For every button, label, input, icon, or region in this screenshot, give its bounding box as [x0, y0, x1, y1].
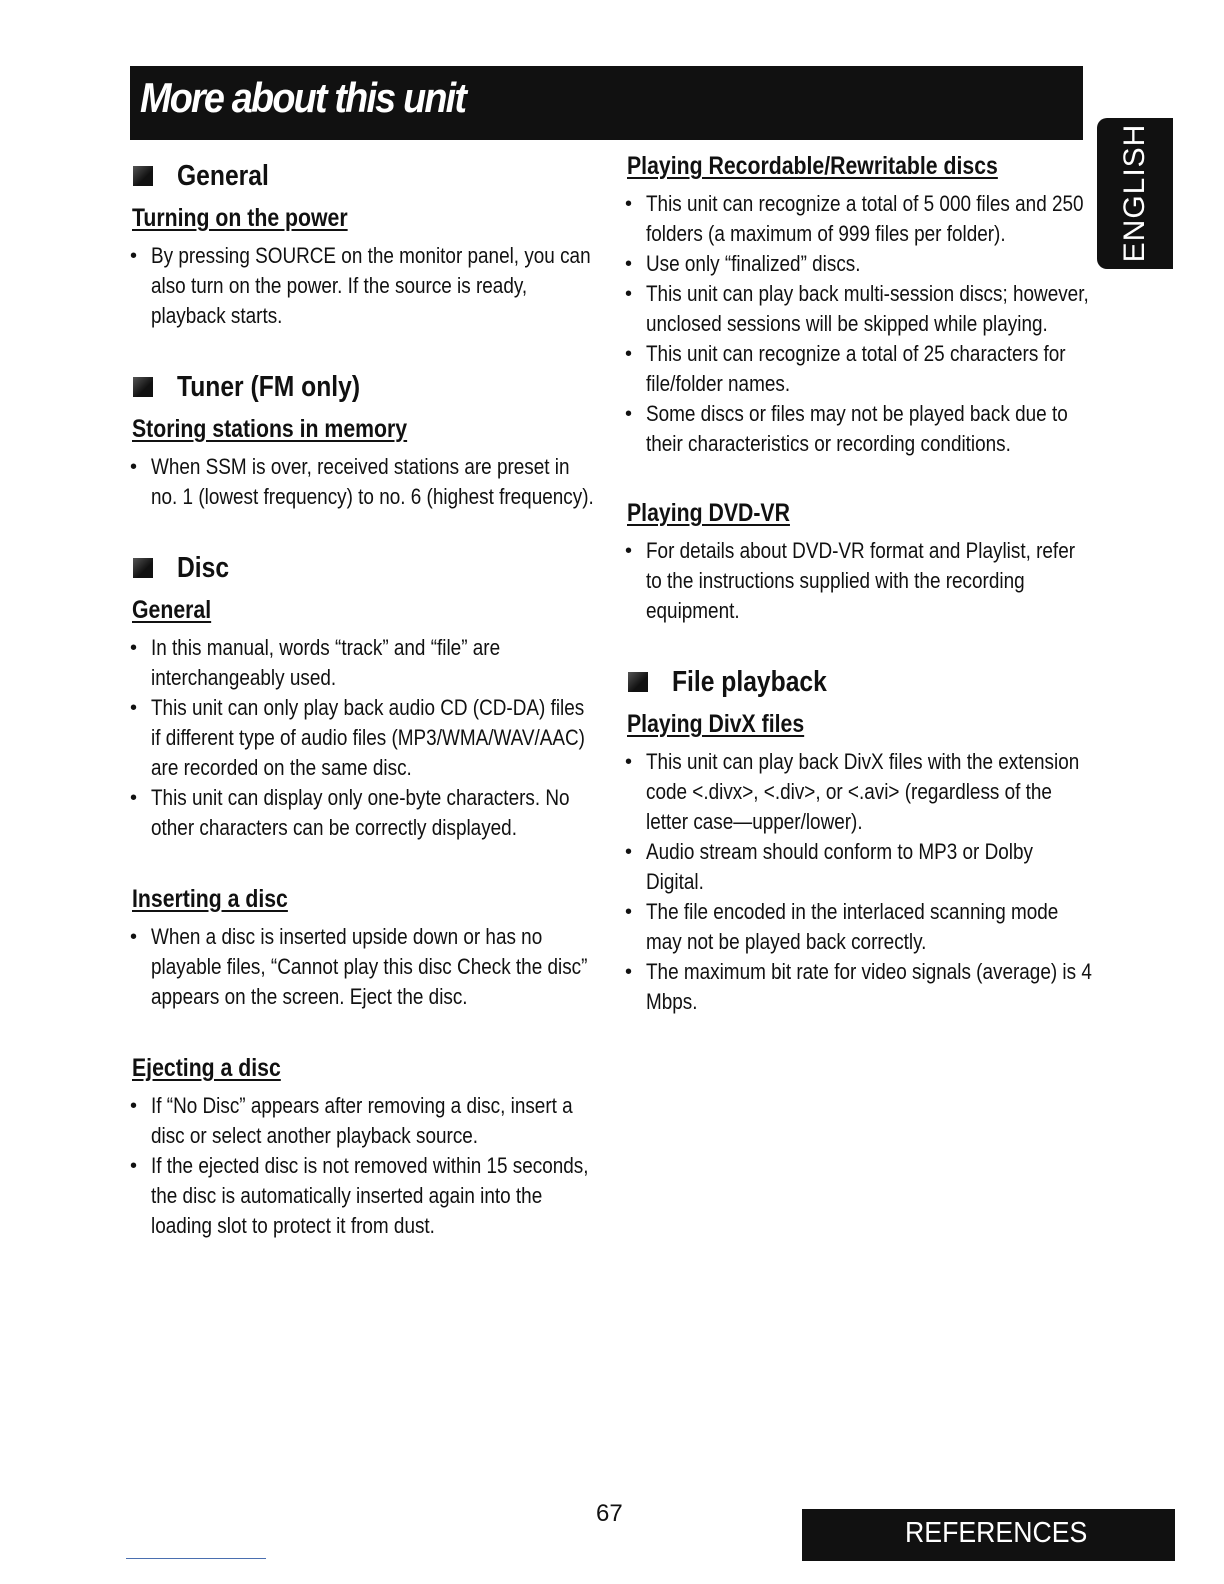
bullet-item: • The file encoded in the interlaced scanning mode may not be played back correctly. [625, 897, 1095, 957]
bullet-list [130, 633, 600, 843]
subheading: Storing stations in memory [132, 415, 408, 443]
bullet-item: • If the ejected disc is not removed within 15 seconds, the disc is automatically inserted again into the loading slot to protect it from dust. [130, 1151, 600, 1241]
bullet-item: • When SSM is over, received stations are preset in no. 1 (lowest frequency) to no. 6 (highest frequency). [130, 452, 600, 512]
section-title: Disc [177, 551, 230, 584]
bullet-list [625, 747, 1095, 1017]
section-square-icon [133, 166, 153, 186]
subheading: Ejecting a disc [132, 1054, 281, 1082]
bullet-item: • Audio stream should conform to MP3 or Dolby Digital. [625, 837, 1095, 897]
page-title: More about this unit [140, 74, 466, 121]
bullet-item: • This unit can play back DivX files with the extension code <.divx>, <.div>, or <.avi> (regardless of the letter case—upper/lower). [625, 747, 1095, 837]
bullet-list [130, 452, 600, 512]
bullet-item: • When a disc is inserted upside down or has no playable files, “Cannot play this disc Check the disc” appears on the screen. Eject the disc. [130, 922, 600, 1012]
bullet-item: • By pressing SOURCE on the monitor panel, you can also turn on the power. If the source is ready, playback starts. [130, 241, 600, 331]
section-square-icon [133, 377, 153, 397]
section-title: General [177, 159, 269, 192]
bullet-list [625, 536, 1095, 626]
subheading: Inserting a disc [132, 885, 288, 913]
section-square-icon [133, 558, 153, 578]
section-tuner [130, 365, 600, 409]
bullet-item: • The maximum bit rate for video signals (average) is 4 Mbps. [625, 957, 1095, 1017]
bullet-item: • This unit can only play back audio CD (CD-DA) files if different type of audio files (MP3/WMA/WAV/AAC) are recorded on the same disc. [130, 693, 600, 783]
bullet-item: • Use only “finalized” discs. [625, 249, 1095, 279]
bullet-item: • Some discs or files may not be played back due to their characteristics or recording conditions. [625, 399, 1095, 459]
bullet-item: • This unit can play back multi-session discs; however, unclosed sessions will be skipped while playing. [625, 279, 1095, 339]
page-title-banner [130, 66, 1083, 140]
language-label: ENGLISH [1118, 123, 1151, 263]
bullet-item: • If “No Disc” appears after removing a disc, insert a disc or select another playback source. [130, 1091, 600, 1151]
section-file-playback [625, 660, 1095, 704]
section-title: File playback [672, 665, 827, 698]
page-number: 67 [596, 1500, 623, 1527]
section-footer-bar [802, 1509, 1175, 1561]
subheading: General [132, 596, 212, 624]
bullet-list [625, 189, 1095, 459]
subheading: Playing DivX files [627, 710, 805, 738]
section-square-icon [628, 672, 648, 692]
bullet-list [130, 1091, 600, 1241]
bullet-list [130, 241, 600, 331]
subheading: Playing Recordable/Rewritable discs [627, 152, 998, 180]
subheading: Turning on the power [132, 204, 348, 232]
section-title: Tuner (FM only) [177, 370, 361, 403]
footer-divider [126, 1558, 266, 1559]
bullet-item: • For details about DVD-VR format and Playlist, refer to the instructions supplied with the recording equipment. [625, 536, 1095, 626]
section-disc [130, 546, 600, 590]
bullet-item: • In this manual, words “track” and “file” are interchangeably used. [130, 633, 600, 693]
bullet-item: • This unit can recognize a total of 5 000 files and 250 folders (a maximum of 999 files per folder). [625, 189, 1095, 249]
bullet-item: • This unit can recognize a total of 25 characters for file/folder names. [625, 339, 1095, 399]
bullet-item: • This unit can display only one-byte characters. No other characters can be correctly displayed. [130, 783, 600, 843]
section-footer-label: REFERENCES [905, 1517, 1088, 1549]
left-column [130, 150, 600, 1241]
language-tab [1097, 118, 1173, 269]
subheading: Playing DVD-VR [627, 499, 790, 527]
section-general [130, 154, 600, 198]
bullet-list [130, 922, 600, 1012]
right-column [625, 150, 1095, 1017]
